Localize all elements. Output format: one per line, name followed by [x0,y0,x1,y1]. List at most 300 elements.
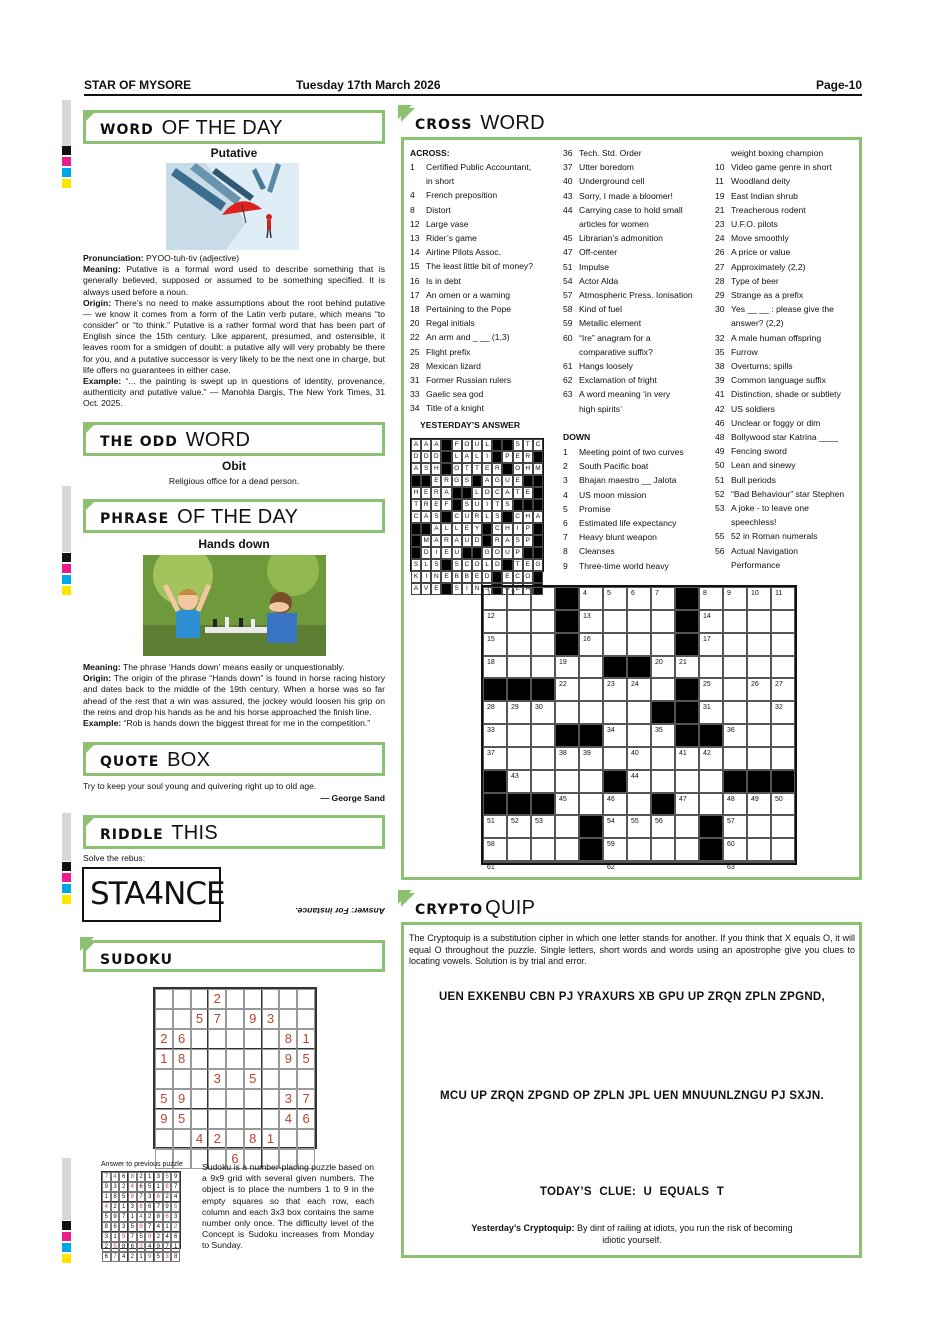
crossword-cell[interactable] [771,861,795,863]
crossword-cell[interactable]: 32 [771,701,795,724]
sudoku-cell[interactable] [191,1089,209,1109]
crossword-cell[interactable] [627,633,651,656]
black-square [579,724,603,747]
crossword-cell[interactable]: 5 [603,587,627,610]
prev-sudoku-cell: 8 [102,1222,111,1232]
crossword-cell[interactable]: 62 [603,861,627,863]
sudoku-cell[interactable] [191,1029,209,1049]
sudoku-cell[interactable]: 1 [262,1129,280,1149]
crossword-cell[interactable]: 36 [723,724,747,747]
crossword-cell[interactable] [507,747,531,770]
crossword-cell[interactable] [531,861,555,863]
answer-cell: H [523,463,533,475]
answer-cell: D [482,571,492,583]
crossword-cell[interactable]: 28 [483,701,507,724]
crossword-cell[interactable]: 7 [651,587,675,610]
crossword-cell[interactable]: 29 [507,701,531,724]
crossword-cell[interactable] [771,724,795,747]
sudoku-cell[interactable] [173,1069,191,1089]
answer-cell [482,523,492,535]
answer-cell: E [421,487,431,499]
crossword-cell[interactable] [507,610,531,633]
sudoku-cell[interactable]: 9 [279,1049,297,1069]
sudoku-cell[interactable] [226,989,244,1009]
sudoku-cell[interactable] [262,1089,280,1109]
answer-cell: O [482,487,492,499]
crossword-cell[interactable] [747,838,771,861]
crossword-cell[interactable] [627,701,651,724]
clue: 22 An arm and _ __ (1,3) [410,332,510,343]
sudoku-cell[interactable] [244,1049,262,1069]
prev-sudoku-cell: 7 [171,1182,180,1192]
sudoku-cell[interactable] [279,1069,297,1089]
crossword-cell[interactable] [555,701,579,724]
crossword-cell[interactable] [723,656,747,679]
crossword-cell[interactable]: 10 [747,587,771,610]
crossword-cell[interactable] [627,793,651,816]
sudoku-cell[interactable] [297,989,315,1009]
prev-sudoku-cell: 2 [154,1232,163,1242]
answer-cell [411,535,421,547]
answer-cell [523,499,533,511]
crossword-cell[interactable]: 60 [723,838,747,861]
crossword-cell[interactable] [747,701,771,724]
answer-cell [441,439,451,451]
crossword-cell[interactable]: 15 [483,633,507,656]
margin-bar [62,1158,71,1220]
crossword-cell[interactable] [579,678,603,701]
crossword-cell[interactable] [723,701,747,724]
sudoku-cell[interactable]: 5 [173,1109,191,1129]
clue: 62 Exclamation of fright [563,375,657,386]
answer-cell: E [431,583,441,595]
answer-cell: D [492,559,502,571]
crossword-cell[interactable] [675,861,699,863]
crossword-cell[interactable]: 39 [579,747,603,770]
crossword-cell[interactable] [531,724,555,747]
crossword-cell[interactable] [771,838,795,861]
crossword-cell[interactable]: 55 [627,815,651,838]
answer-cell: R [492,535,502,547]
sudoku-cell[interactable] [155,989,173,1009]
answer-cell: A [431,523,441,535]
crossword-cell[interactable] [651,633,675,656]
yesterday-crossword-answer [410,438,544,592]
crossword-cell[interactable] [675,838,699,861]
sudoku-cell[interactable]: 1 [297,1029,315,1049]
answer-cell [502,559,512,571]
color-mark [62,895,71,904]
sudoku-cell[interactable] [297,1069,315,1089]
sudoku-cell[interactable]: 7 [297,1089,315,1109]
sudoku-cell[interactable]: 7 [208,1009,226,1029]
crossword-cell[interactable]: 59 [603,838,627,861]
margin-bar [62,100,71,146]
crossword-cell[interactable] [747,610,771,633]
crossword-cell[interactable] [579,770,603,793]
clue: 1 Certified Public Accountant, [410,162,532,172]
crossword-cell[interactable] [651,610,675,633]
answer-cell [452,499,462,511]
sudoku-cell[interactable] [155,1129,173,1149]
sudoku-cell[interactable] [226,1109,244,1129]
crossword-cell[interactable] [531,747,555,770]
clue: 50 Lean and sinewy [715,460,796,471]
answer-cell: E [431,499,441,511]
crossword-cell[interactable] [507,656,531,679]
prev-sudoku-cell: 6 [171,1232,180,1242]
prev-sudoku-cell: 2 [102,1242,111,1252]
answer-cell: G [533,559,543,571]
sudoku-cell[interactable]: 3 [279,1089,297,1109]
crossword-cell[interactable]: 47 [675,793,699,816]
crossword-cell[interactable]: 53 [531,815,555,838]
clue: 37 Utter boredom [563,162,634,173]
sudoku-cell[interactable]: 4 [191,1129,209,1149]
clue: 16 Is in debt [410,275,461,286]
sudoku-grid[interactable] [153,987,317,1166]
crossword-cell[interactable]: 33 [483,724,507,747]
sudoku-cell[interactable] [155,1009,173,1029]
crossword-cell[interactable] [651,861,675,863]
answer-cell: P [502,451,512,463]
crossword-cell[interactable]: 45 [555,793,579,816]
crossword-cell[interactable] [555,838,579,861]
margin-bar [62,813,71,861]
crossword-cell[interactable]: 21 [675,656,699,679]
crossword-cell[interactable]: 12 [483,610,507,633]
prev-sudoku-cell: 7 [128,1232,137,1242]
crossword-cell[interactable] [747,861,771,863]
sudoku-cell[interactable] [191,1049,209,1069]
crossword-cell[interactable] [699,770,723,793]
prev-sudoku-cell: 8 [111,1192,120,1202]
crossword-cell[interactable]: 40 [627,747,651,770]
crossword-cell[interactable] [771,633,795,656]
crossword-cell[interactable] [651,678,675,701]
sudoku-cell[interactable]: 5 [155,1089,173,1109]
prev-sudoku-cell: 9 [111,1212,120,1222]
crossword-grid[interactable] [481,585,797,871]
crossword-cell[interactable]: 30 [531,701,555,724]
crossword-cell[interactable]: 37 [483,747,507,770]
answer-cell: H [411,487,421,499]
crossword-cell[interactable] [723,610,747,633]
answer-cell: A [421,511,431,523]
sudoku-cell[interactable]: 9 [173,1089,191,1109]
crossword-cell[interactable] [603,610,627,633]
prev-sudoku-cell: 5 [102,1212,111,1222]
sudoku-cell[interactable] [191,1069,209,1089]
answer-cell: A [411,439,421,451]
crossword-cell[interactable]: 31 [699,701,723,724]
crossword-cell[interactable] [555,815,579,838]
crossword-cell[interactable]: 9 [723,587,747,610]
prev-sudoku-cell: 6 [119,1172,128,1182]
answer-cell: F [452,439,462,451]
sudoku-cell[interactable] [244,1109,262,1129]
clue: 51 Impulse [563,261,610,272]
crossword-cell[interactable] [771,610,795,633]
crossword-cell[interactable] [531,656,555,679]
sudoku-cell[interactable]: 5 [244,1069,262,1089]
crossword-cell[interactable] [579,701,603,724]
sudoku-cell[interactable] [226,1049,244,1069]
crossword-cell[interactable]: 58 [483,838,507,861]
sudoku-cell[interactable] [297,1009,315,1029]
crossword-cell[interactable]: 19 [555,656,579,679]
crossword-cell[interactable]: 61 [483,861,507,863]
crossword-cell[interactable] [627,838,651,861]
sudoku-cell[interactable] [173,1129,191,1149]
sudoku-cell[interactable]: 2 [208,1129,226,1149]
black-square [555,633,579,656]
yesterday-answer-label: YESTERDAY’S ANSWER [420,420,521,430]
crossword-cell[interactable]: 25 [699,678,723,701]
sudoku-cell[interactable] [173,1009,191,1029]
sudoku-cell[interactable] [191,1109,209,1129]
crossword-cell[interactable] [675,770,699,793]
crossword-cell[interactable]: 27 [771,678,795,701]
crossword-cell[interactable] [675,815,699,838]
sudoku-cell[interactable] [191,989,209,1009]
crossword-cell[interactable]: 23 [603,678,627,701]
answer-cell: N [472,583,482,595]
crossword-cell[interactable]: 14 [699,610,723,633]
sudoku-cell[interactable]: 6 [173,1029,191,1049]
sudoku-cell[interactable]: 6 [226,1149,244,1169]
sudoku-cell[interactable]: 3 [262,1009,280,1029]
page-header [84,78,862,96]
sudoku-cell[interactable] [208,1109,226,1129]
crossword-cell[interactable] [747,633,771,656]
crossword-cell[interactable]: 6 [627,587,651,610]
crossword-cell[interactable]: 44 [627,770,651,793]
sudoku-cell[interactable] [262,1029,280,1049]
crossword-cell[interactable] [747,815,771,838]
sudoku-cell[interactable] [297,1129,315,1149]
sudoku-cell[interactable]: 2 [155,1029,173,1049]
crossword-cell[interactable]: 57 [723,815,747,838]
crossword-cell[interactable] [603,701,627,724]
crossword-cell[interactable] [531,610,555,633]
crossword-cell[interactable] [651,838,675,861]
crossword-cell[interactable] [723,678,747,701]
sudoku-cell[interactable]: 2 [208,989,226,1009]
answer-cell [411,475,421,487]
crossword-cell[interactable] [531,633,555,656]
crossword-cell[interactable]: 49 [747,793,771,816]
sudoku-cell[interactable] [208,1089,226,1109]
margin-bar [62,486,71,552]
answer-cell: C [533,439,543,451]
sudoku-cell[interactable] [155,1069,173,1089]
crossword-cell[interactable] [507,861,531,863]
crossword-cell[interactable]: 20 [651,656,675,679]
answer-cell [441,451,451,463]
phrase-of-the-day-heading: PHRASE OF THE DAY [83,499,385,533]
crossword-cell[interactable]: 38 [555,747,579,770]
crossword-cell[interactable] [555,770,579,793]
sudoku-cell[interactable] [244,989,262,1009]
clue: 59 Metallic element [563,318,642,329]
answer-cell: S [421,463,431,475]
prev-sudoku-cell: 3 [171,1212,180,1222]
crossword-cell[interactable]: 50 [771,793,795,816]
crossword-cell[interactable]: 18 [483,656,507,679]
crossword-cell[interactable] [603,633,627,656]
crossword-cell[interactable]: 56 [651,815,675,838]
crossword-cell[interactable] [627,610,651,633]
sudoku-previous-answer [101,1171,181,1260]
crossword-cell[interactable]: 11 [771,587,795,610]
crossword-cell[interactable] [555,861,579,863]
quote-text: Try to keep your soul young and quivering right up to old age. [83,781,317,791]
crossword-cell[interactable]: 8 [699,587,723,610]
crossword-cell[interactable] [507,633,531,656]
sudoku-cell[interactable] [226,1069,244,1089]
crossword-cell[interactable]: 42 [699,747,723,770]
sudoku-cell[interactable]: 6 [297,1109,315,1129]
clue: 8 Distort [410,204,451,215]
sudoku-cell[interactable] [262,989,280,1009]
crossword-cell[interactable]: 13 [579,610,603,633]
crossword-cell[interactable]: 22 [555,678,579,701]
answer-cell [441,511,451,523]
crossword-cell[interactable]: 43 [507,770,531,793]
prev-sudoku-cell: 7 [154,1202,163,1212]
crossword-cell[interactable]: 34 [603,724,627,747]
prev-sudoku-cell: 7 [119,1212,128,1222]
crossword-cell[interactable] [723,747,747,770]
prev-sudoku-cell: 4 [145,1242,154,1252]
crossword-cell[interactable]: 2 [507,587,531,610]
crossword-cell[interactable]: 4 [579,587,603,610]
crossword-cell[interactable] [699,793,723,816]
crossword-cell[interactable]: 3 [531,587,555,610]
crossword-cell[interactable] [627,724,651,747]
answer-cell: Y [472,523,482,535]
crossword-cell[interactable] [771,815,795,838]
crossword-cell[interactable] [603,747,627,770]
sudoku-cell[interactable]: 5 [191,1009,209,1029]
crossword-cell[interactable] [771,747,795,770]
crossword-cell[interactable] [507,724,531,747]
crossword-cell[interactable] [651,770,675,793]
sudoku-cell[interactable]: 3 [208,1069,226,1089]
sudoku-cell[interactable]: 4 [279,1109,297,1129]
crossword-cell[interactable] [771,656,795,679]
crossword-cell[interactable]: 1 [483,587,507,610]
sudoku-cell[interactable] [226,1089,244,1109]
crossword-cell[interactable] [747,724,771,747]
sudoku-cell[interactable]: 1 [155,1049,173,1069]
crossword-cell[interactable] [531,838,555,861]
crossword-cell[interactable] [507,838,531,861]
sudoku-cell[interactable] [244,1029,262,1049]
crossword-cell[interactable] [723,633,747,656]
issue-date: Tuesday 17th March 2026 [296,78,441,92]
sudoku-cell[interactable] [262,1049,280,1069]
prev-sudoku-cell: 6 [163,1212,172,1222]
color-mark [62,1221,71,1230]
crossword-cell[interactable] [747,656,771,679]
sudoku-cell[interactable] [208,1029,226,1049]
crossword-cell[interactable] [747,747,771,770]
sudoku-cell[interactable] [262,1069,280,1089]
answer-cell: T [492,499,502,511]
crossword-cell[interactable]: 46 [603,793,627,816]
sudoku-cell[interactable] [279,1129,297,1149]
crossword-cell[interactable] [579,656,603,679]
crossword-cell[interactable]: 16 [579,633,603,656]
crossword-cell[interactable]: 35 [651,724,675,747]
clue: 35 Furrow [715,346,758,357]
sudoku-cell[interactable] [244,1089,262,1109]
answer-cell: U [472,499,482,511]
prev-sudoku-cell: 3 [128,1202,137,1212]
crossword-cell[interactable]: 51 [483,815,507,838]
crossword-cell[interactable]: 54 [603,815,627,838]
sudoku-cell[interactable]: 8 [279,1029,297,1049]
crossword-cell[interactable]: 63 [723,861,747,863]
clue: 52 “Bad Behaviour” star Stephen [715,488,845,499]
sudoku-cell[interactable] [226,1029,244,1049]
crossword-cell[interactable] [627,861,651,863]
crossword-cell[interactable] [531,770,555,793]
sudoku-cell[interactable]: 5 [297,1049,315,1069]
clue: 3 Bhajan maestro __ Jalota [563,475,677,486]
answer-cell: C [452,511,462,523]
sudoku-cell[interactable] [279,989,297,1009]
crossword-cell[interactable]: 41 [675,747,699,770]
crossword-cell[interactable] [651,747,675,770]
crossword-cell[interactable]: 48 [723,793,747,816]
color-mark [62,873,71,882]
sudoku-cell[interactable] [208,1049,226,1069]
clue: 27 Approximately (2,2) [715,261,806,272]
prev-sudoku-cell: 9 [102,1182,111,1192]
crossword-cell[interactable] [579,793,603,816]
crossword-cell[interactable]: 17 [699,633,723,656]
black-square [531,793,555,816]
sudoku-cell[interactable]: 8 [244,1129,262,1149]
crossword-cell[interactable]: 24 [627,678,651,701]
crossword-cell[interactable]: 52 [507,815,531,838]
sudoku-cell[interactable] [226,1129,244,1149]
clue: 2 South Pacific boat [563,461,649,472]
crossword-cell[interactable] [699,656,723,679]
sudoku-cell[interactable] [173,989,191,1009]
clue: 4 US moon mission [563,489,647,500]
answer-cell: S [482,583,492,595]
sudoku-cell[interactable] [226,1009,244,1029]
sudoku-cell[interactable] [262,1109,280,1129]
sudoku-cell[interactable] [279,1009,297,1029]
sudoku-cell[interactable]: 9 [244,1009,262,1029]
crossword-cell[interactable]: 26 [747,678,771,701]
answer-cell: P [523,535,533,547]
clue: 20 Regal initials [410,318,475,329]
answer-cell: O [492,547,502,559]
clue: 5 Promise [563,503,611,514]
sudoku-cell[interactable]: 9 [155,1109,173,1129]
prev-sudoku-cell: 6 [145,1202,154,1212]
black-square [675,678,699,701]
prev-sudoku-cell: 3 [111,1182,120,1192]
sudoku-cell[interactable]: 8 [173,1049,191,1069]
black-square [699,724,723,747]
